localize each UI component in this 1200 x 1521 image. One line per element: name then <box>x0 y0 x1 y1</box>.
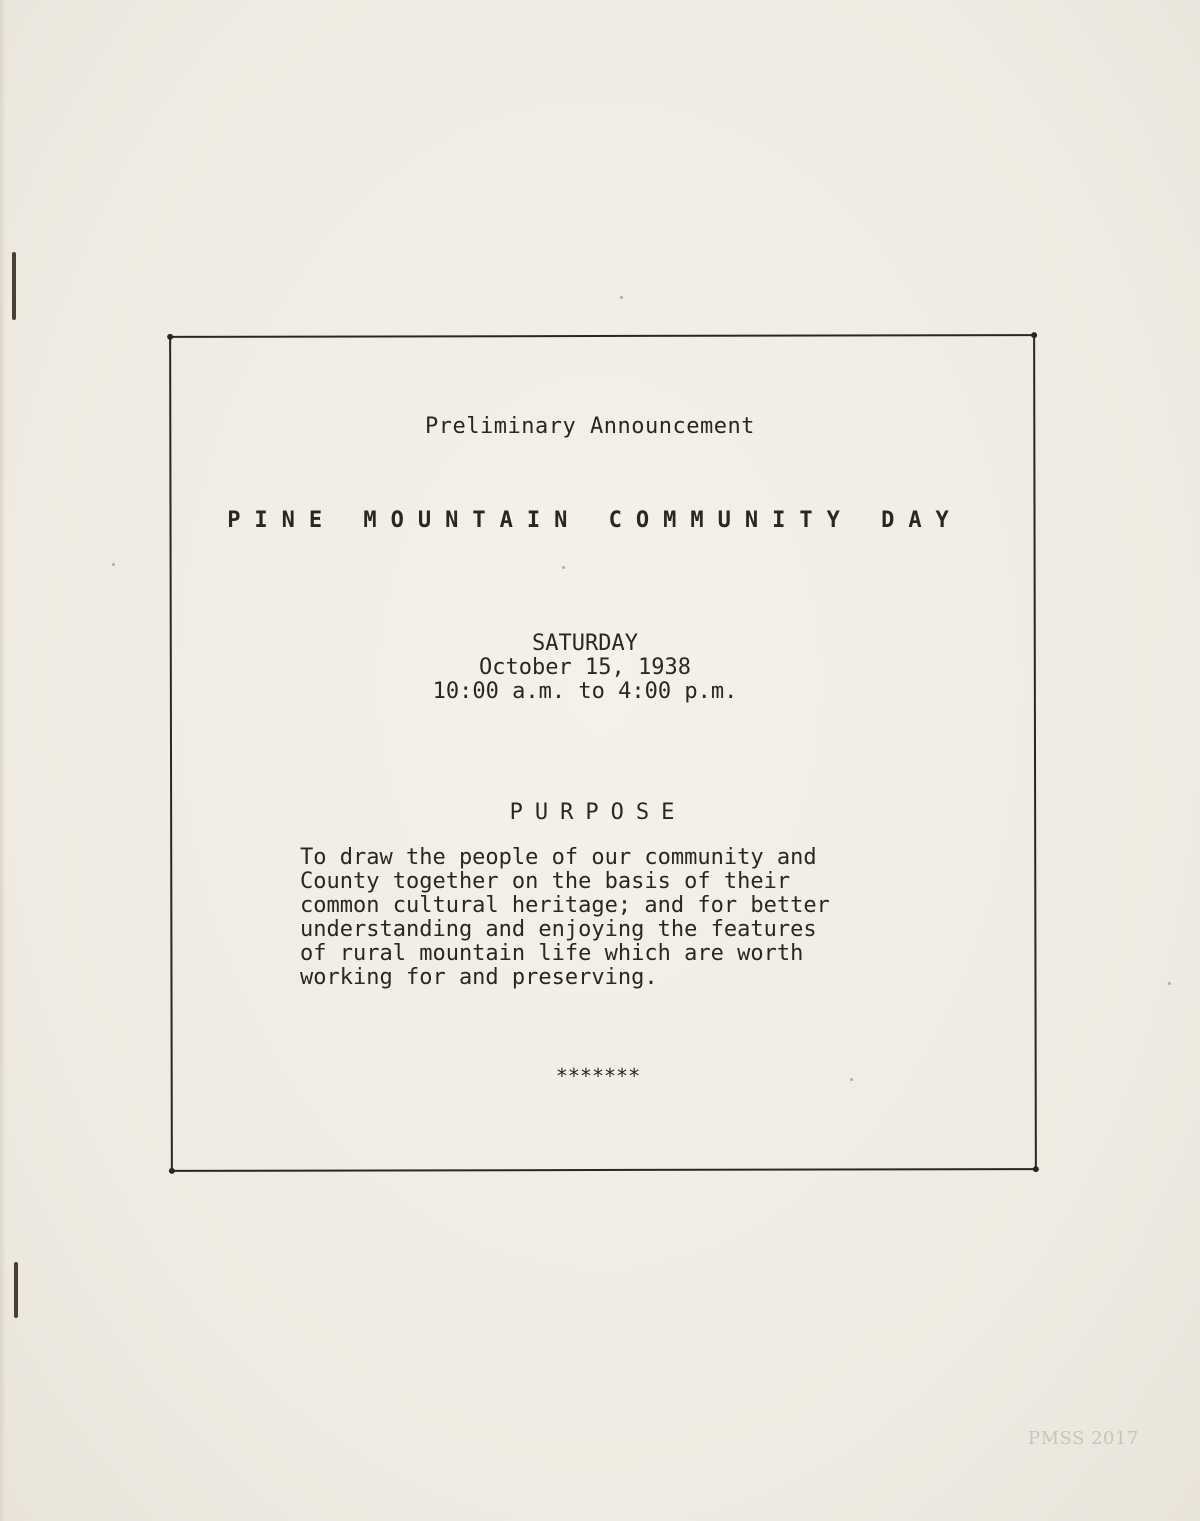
purpose-line: common cultural heritage; and for better <box>300 893 830 918</box>
purpose-line: County together on the basis of their <box>300 869 791 894</box>
purpose-line: working for and preserving. <box>300 965 658 990</box>
page-title: PINE MOUNTAIN COMMUNITY DAY <box>227 508 963 533</box>
archive-watermark: PMSS 2017 <box>1028 1428 1139 1449</box>
frame-corner-dot <box>1033 1166 1039 1172</box>
purpose-line: of rural mountain life which are worth <box>300 941 804 966</box>
paper-left-edge <box>0 0 6 1521</box>
paper-speck <box>620 296 623 299</box>
purpose-heading: PURPOSE <box>509 800 687 825</box>
frame-corner-dot <box>169 1168 175 1174</box>
event-date-block <box>0 632 1170 704</box>
event-time: 10:00 a.m. to 4:00 p.m. <box>432 679 738 704</box>
event-day: SATURDAY <box>532 631 638 656</box>
paper-speck <box>562 566 565 569</box>
frame-corner-dot <box>167 334 173 340</box>
staple-top <box>12 252 16 320</box>
purpose-line: understanding and enjoying the features <box>300 917 817 942</box>
purpose-line: To draw the people of our community and <box>300 845 817 870</box>
frame-corner-dot <box>1031 332 1037 338</box>
paper-speck <box>112 563 115 566</box>
asterisk-divider: ******* <box>555 1064 641 1088</box>
pre-title: Preliminary Announcement <box>425 414 755 439</box>
announcement-border-frame <box>169 334 1037 1172</box>
paper-speck <box>850 1078 853 1081</box>
paper-speck <box>1168 982 1171 985</box>
event-date: October 15, 1938 <box>479 655 691 680</box>
purpose-paragraph <box>300 846 920 990</box>
staple-bottom <box>14 1262 18 1318</box>
